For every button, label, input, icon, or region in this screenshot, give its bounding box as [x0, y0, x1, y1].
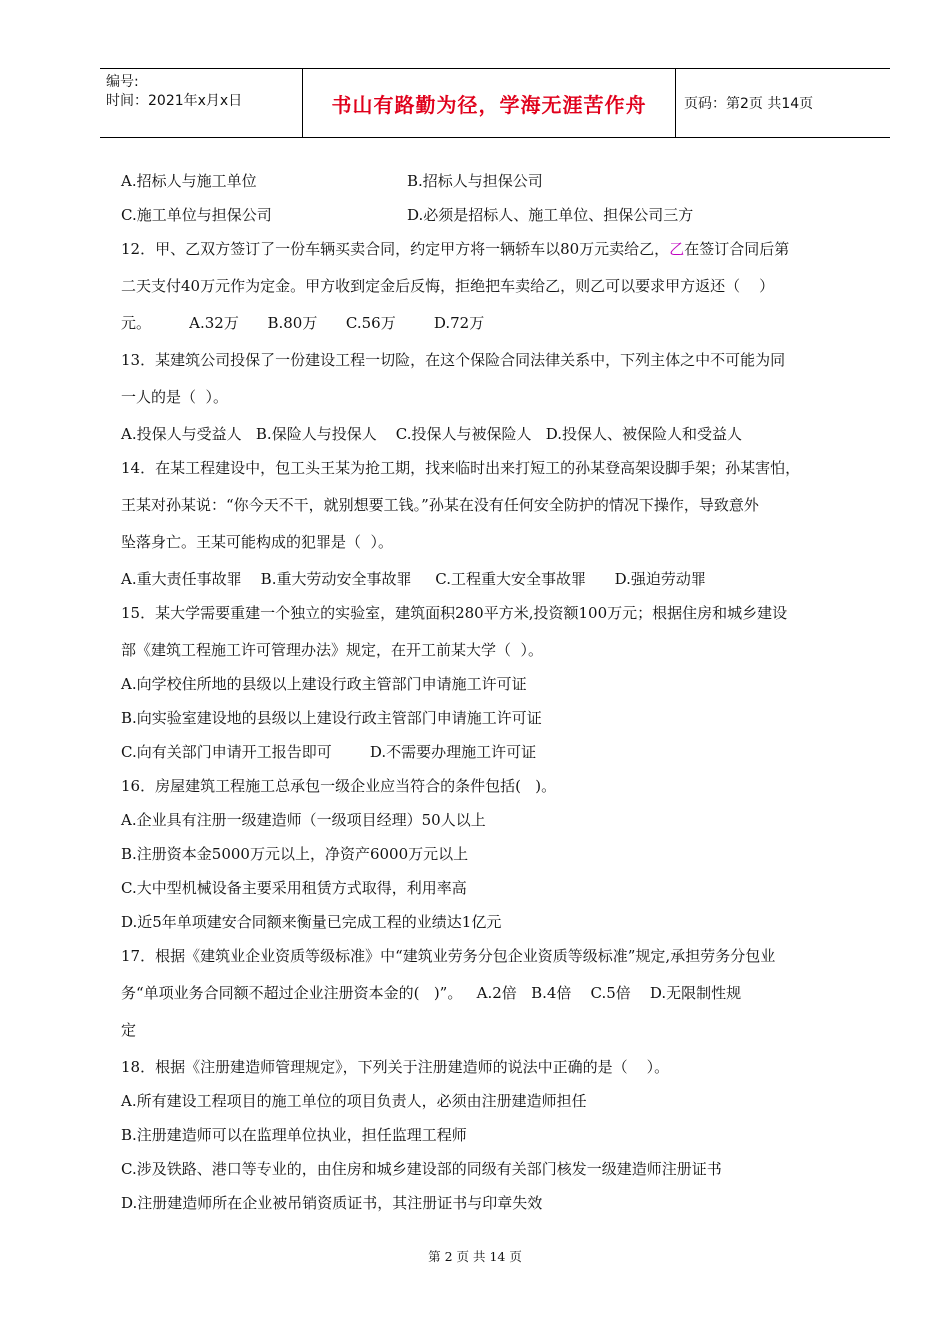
q12-text-pre: 12．甲、乙双方签订了一份车辆买卖合同，约定甲方将一辆轿车以80万元卖给乙，: [121, 240, 670, 258]
q16-option-c: C.大中型机械设备主要采用租赁方式取得，利用率高: [121, 879, 467, 897]
header-page-info: 页码：第2页 共14页: [684, 96, 814, 112]
q17-line-2: 务“单项业务合同额不超过企业注册资本金的( )”。 A.2倍 B.4倍 C.5倍 D.无限制性规: [121, 984, 742, 1002]
q11-option-b: B.招标人与担保公司: [407, 172, 543, 190]
q16-option-d: D.近5年单项建安合同额来衡量已完成工程的业绩达1亿元: [121, 913, 502, 931]
q18-option-d: D.注册建造师所在企业被吊销资质证书，其注册证书与印章失效: [121, 1194, 543, 1212]
q14-line-1: 14．在某工程建设中，包工头王某为抢工期，找来临时出来打短工的孙某登高架设脚手架；孙某害怕，: [121, 459, 801, 477]
q18-option-a: A.所有建设工程项目的施工单位的项目负责人，必须由注册建造师担任: [121, 1092, 587, 1110]
q16-option-b: B.注册资本金5000万元以上，净资产6000万元以上: [121, 845, 469, 863]
q18-option-b: B.注册建造师可以在监理单位执业，担任监理工程师: [121, 1126, 467, 1144]
q17-line-3: 定: [121, 1021, 137, 1039]
number-label: 编号:: [106, 74, 139, 90]
time-label: 时间：2021年x月x日: [106, 93, 243, 109]
q15-line-1: 15．某大学需要重建一个独立的实验室，建筑面积280平方米,投资额100万元；根据住房和城乡建设: [121, 604, 788, 622]
q11-option-d: D.必须是招标人、施工单位、担保公司三方: [407, 206, 694, 224]
q11-option-c: C.施工单位与担保公司: [121, 206, 272, 224]
q17-line-1: 17．根据《建筑业企业资质等级标准》中“建筑业劳务分包企业资质等级标准”规定,承担劳务分包业: [121, 947, 776, 965]
q15-options-cd: C.向有关部门申请开工报告即可 D.不需要办理施工许可证: [121, 743, 537, 761]
q18-option-c: C.涉及铁路、港口等专业的，由住房和城乡建设部的同级有关部门核发一级建造师注册证书: [121, 1160, 722, 1178]
q15-option-b: B.向实验室建设地的县级以上建设行政主管部门申请施工许可证: [121, 709, 542, 727]
q13-line-2: 一人的是（ ）。: [121, 388, 229, 406]
q12-line-1: [121, 234, 881, 271]
page-header: [100, 68, 890, 138]
q12-line-3: 元。 A.32万 B.80万 C.56万 D.72万: [121, 314, 485, 332]
header-motto: 书山有路勤为径，学海无涯苦作舟: [331, 93, 647, 117]
q11-options-cd: [121, 200, 881, 234]
q16-line-1: 16．房屋建筑工程施工总承包一级企业应当符合的条件包括( )。: [121, 777, 557, 795]
q12-line-2: 二天支付40万元作为定金。甲方收到定金后反悔，拒绝把车卖给乙，则乙可以要求甲方返还（ ）: [121, 277, 775, 295]
q12-highlight: 乙: [669, 240, 685, 258]
q13-options: A.投保人与受益人 B.保险人与投保人 C.投保人与被保险人 D.投保人、被保险人和受益人: [121, 425, 743, 443]
q11-options-ab: [121, 166, 881, 200]
q14-line-3: 坠落身亡。王某可能构成的犯罪是（ ）。: [121, 533, 394, 551]
document-body: [121, 166, 881, 1222]
q12-text-post: 在签订合同后第: [684, 240, 790, 258]
q15-option-a: A.向学校住所地的县级以上建设行政主管部门申请施工许可证: [121, 675, 527, 693]
q14-line-2: 王某对孙某说：“你今天不干，就别想要工钱。”孙某在没有任何安全防护的情况下操作，导致意外: [121, 496, 759, 514]
q15-line-2: 部《建筑工程施工许可管理办法》规定，在开工前某大学（ ）。: [121, 641, 544, 659]
header-meta: [106, 73, 242, 111]
q16-option-a: A.企业具有注册一级建造师（一级项目经理）50人以上: [121, 811, 486, 829]
page-footer: 第 2 页 共 14 页: [428, 1249, 522, 1264]
q11-option-a: A.招标人与施工单位: [121, 172, 257, 190]
q18-line-1: 18．根据《注册建造师管理规定》，下列关于注册建造师的说法中正确的是（ ）。: [121, 1058, 670, 1076]
q14-options: A.重大责任事故罪 B.重大劳动安全事故罪 C.工程重大安全事故罪 D.强迫劳动罪: [121, 570, 706, 588]
header-divider: [675, 69, 676, 137]
q13-line-1: 13．某建筑公司投保了一份建设工程一切险，在这个保险合同法律关系中，下列主体之中不可能为同: [121, 351, 786, 369]
